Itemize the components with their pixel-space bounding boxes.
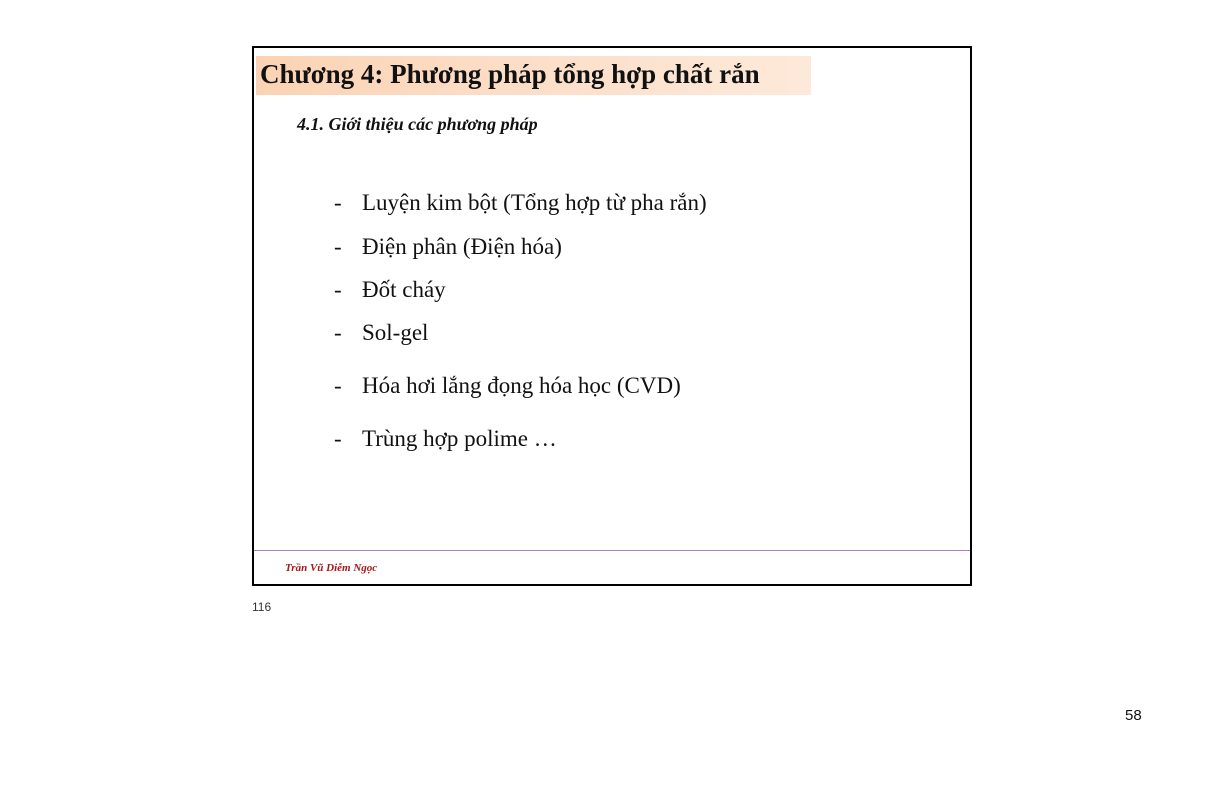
bullet-dash: - — [334, 234, 342, 259]
bullet-dash: - — [334, 426, 342, 451]
section-heading: 4.1. Giới thiệu các phương pháp — [297, 114, 538, 134]
list-item — [334, 232, 562, 262]
slide-frame — [252, 46, 972, 586]
list-item — [334, 371, 681, 401]
method-label: Hóa hơi lắng đọng hóa học (CVD) — [362, 373, 681, 398]
bullet-dash: - — [334, 320, 342, 345]
list-item — [334, 318, 428, 348]
author-name: Trần Vũ Diễm Ngọc — [285, 562, 378, 574]
method-label: Trùng hợp polime … — [362, 426, 557, 451]
page-number: 58 — [1125, 707, 1142, 724]
slide-number: 116 — [252, 600, 272, 614]
slide-title: Chương 4: Phương pháp tổng hợp chất rắn — [260, 59, 760, 89]
bullet-dash: - — [334, 373, 342, 398]
bullet-dash: - — [334, 277, 342, 302]
method-label: Đốt cháy — [362, 277, 446, 302]
bullet-dash: - — [334, 190, 342, 215]
method-label: Điện phân (Điện hóa) — [362, 234, 562, 259]
footer-divider — [254, 550, 970, 551]
list-item — [334, 424, 557, 454]
list-item — [334, 188, 707, 218]
method-label: Sol-gel — [362, 320, 429, 345]
list-item — [334, 275, 446, 305]
method-label: Luyện kim bột (Tổng hợp từ pha rắn) — [362, 190, 707, 215]
